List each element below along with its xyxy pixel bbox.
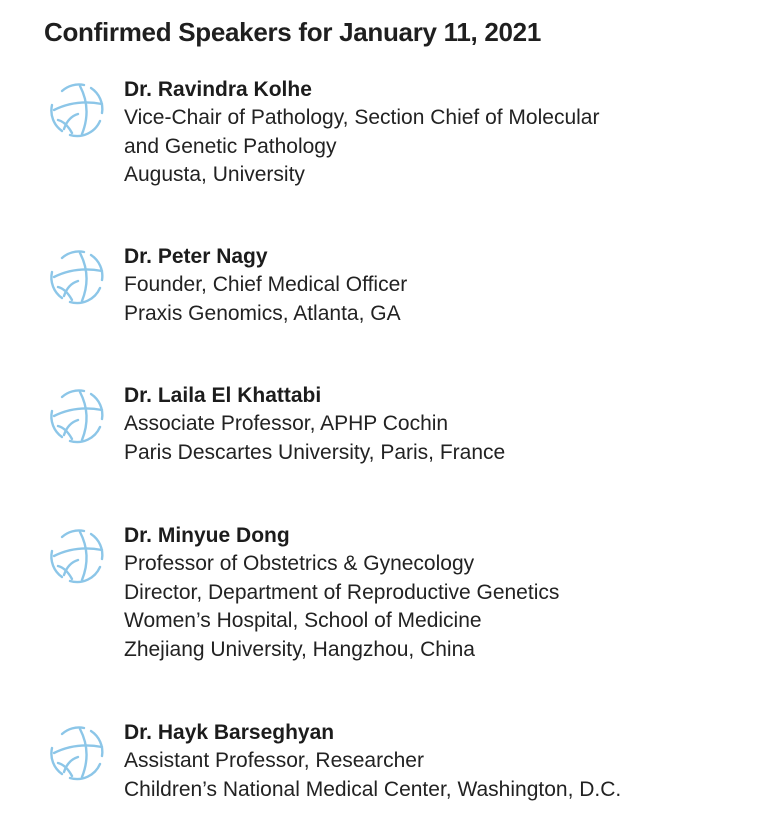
speaker-detail-line: Vice-Chair of Pathology, Section Chief of Molecular	[124, 106, 600, 129]
speaker-name: Dr. Minyue Dong	[124, 524, 290, 547]
speaker-detail-line: Professor of Obstetrics & Gynecology	[124, 552, 475, 575]
speaker-name: Dr. Hayk Barseghyan	[124, 721, 335, 744]
speaker-detail-line: Assistant Professor, Researcher	[124, 749, 424, 772]
speaker-info	[124, 719, 764, 804]
globe-icon	[44, 77, 108, 141]
globe-icon	[44, 383, 108, 447]
speaker-name: Dr. Peter Nagy	[124, 245, 268, 268]
speaker-detail-line: Director, Department of Reproductive Genetics	[124, 580, 560, 604]
speaker-info	[124, 243, 764, 328]
speaker-detail-line: Founder, Chief Medical Officer	[124, 273, 408, 296]
globe-icon	[44, 244, 108, 308]
speaker-info	[124, 76, 764, 190]
page-title: Confirmed Speakers for January 11, 2021	[44, 17, 541, 47]
speaker-detail-line: and Genetic Pathology	[124, 134, 337, 158]
speaker-name: Dr. Laila El Khattabi	[124, 384, 322, 407]
speaker-name: Dr. Ravindra Kolhe	[124, 78, 312, 101]
speaker-detail-line: Praxis Genomics, Atlanta, GA	[124, 301, 401, 325]
speaker-detail-line: Paris Descartes University, Paris, France	[124, 440, 506, 464]
speaker-detail-line: Associate Professor, APHP Cochin	[124, 412, 449, 435]
globe-icon	[44, 523, 108, 587]
speaker-info	[124, 522, 764, 664]
speaker-detail-line: Zhejiang University, Hangzhou, China	[124, 637, 475, 661]
speaker-detail-line: Children’s National Medical Center, Washington, D.C.	[124, 777, 622, 801]
globe-icon	[44, 720, 108, 784]
speaker-detail-line: Augusta, University	[124, 163, 305, 186]
speaker-info	[124, 382, 764, 467]
speaker-detail-line: Women’s Hospital, School of Medicine	[124, 609, 482, 632]
